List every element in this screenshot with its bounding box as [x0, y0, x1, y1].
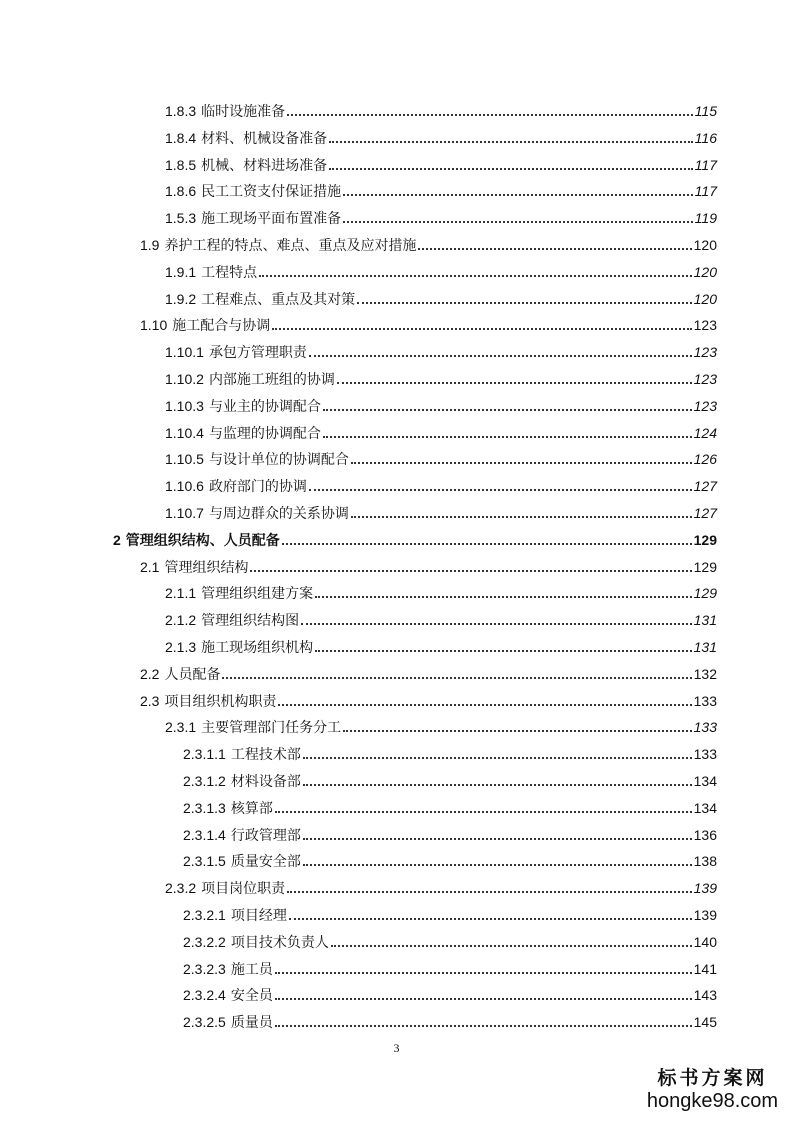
toc-entry[interactable] [183, 929, 717, 951]
toc-entry[interactable] [140, 554, 717, 576]
toc-entry-page: 138 [693, 853, 717, 870]
toc-entry-page: 145 [693, 1014, 717, 1031]
toc-entry-title: 核算部 [230, 799, 273, 816]
toc-entry-title: 与周边群众的关系协调 [208, 505, 349, 521]
toc-dot-leader [351, 516, 692, 518]
toc-dot-leader [331, 945, 692, 947]
toc-entry-page: 131 [693, 639, 717, 655]
toc-entry[interactable] [165, 393, 717, 415]
toc-entry-number: 1.10.5 [165, 451, 204, 468]
toc-entry-page: 123 [693, 371, 717, 387]
toc-entry-number: 1.8.5 [165, 156, 197, 173]
toc-entry-title: 内部施工班组的协调 [208, 371, 335, 387]
toc-entry-page: 134 [693, 799, 717, 816]
toc-entry[interactable] [165, 339, 717, 361]
toc-entry-title: 养护工程的特点、难点、重点及应对措施 [164, 237, 417, 253]
toc-entry-number: 1.8.3 [165, 103, 197, 119]
toc-entry[interactable] [165, 98, 717, 120]
toc-dot-leader [343, 730, 692, 732]
toc-entry-number: 1.10.4 [165, 424, 204, 441]
toc-entry-title: 管理组织结构图 [201, 612, 300, 629]
toc-entry-page: 116 [694, 129, 717, 146]
toc-dot-leader [282, 543, 692, 545]
toc-entry-title: 项目岗位职责 [201, 880, 286, 897]
toc-entry-number: 1.9.1 [165, 263, 197, 280]
toc-entry-page: 123 [693, 344, 717, 361]
toc-entry-title: 管理组织结构 [164, 558, 249, 575]
toc-dot-leader [315, 596, 692, 598]
toc-dot-leader [309, 355, 692, 357]
toc-entry-page: 133 [693, 692, 717, 709]
page-number: 3 [393, 1041, 400, 1055]
toc-entry-number: 1.10 [140, 317, 168, 334]
toc-entry-number: 2.3 [140, 692, 160, 709]
toc-dot-leader [287, 891, 692, 893]
toc-entry-page: 117 [694, 156, 717, 173]
toc-dot-leader [323, 436, 692, 438]
toc-entry-title: 材料、机械设备准备 [201, 129, 328, 146]
toc-entry-number: 2.1 [140, 558, 160, 575]
toc-dot-leader [275, 972, 692, 974]
toc-entry[interactable] [183, 822, 717, 844]
toc-entry[interactable] [140, 232, 717, 254]
toc-dot-leader [343, 194, 693, 196]
toc-dot-leader [303, 757, 692, 759]
toc-entry-number: 2.3.1.2 [183, 773, 226, 789]
toc-entry-number: 1.10.6 [165, 478, 204, 495]
toc-entry-page: 139 [693, 907, 717, 923]
toc-entry-number: 2.3.2.2 [183, 933, 226, 950]
toc-entry[interactable] [165, 714, 717, 736]
toc-dot-leader [303, 838, 692, 840]
toc-entry-number: 1.8.6 [165, 183, 197, 200]
toc-entry[interactable] [165, 580, 717, 602]
toc-entry-page: 143 [693, 987, 717, 1004]
toc-entry-page: 120 [693, 263, 717, 280]
toc-dot-leader [287, 114, 693, 116]
toc-entry[interactable] [140, 661, 717, 683]
toc-entry-page: 133 [693, 746, 717, 763]
watermark-url: hongke98.com [646, 1090, 779, 1112]
toc-entry-number: 1.10.3 [165, 397, 204, 414]
toc-entry[interactable] [183, 956, 717, 978]
toc-entry-number: 2.1.1 [165, 585, 197, 602]
toc-dot-leader [275, 998, 692, 1000]
toc-entry[interactable] [165, 205, 717, 227]
toc-entry-page: 127 [693, 505, 717, 521]
toc-dot-leader [351, 462, 692, 464]
toc-entry-number: 2.3.1.5 [183, 853, 226, 870]
toc-entry-title: 工程难点、重点及其对策 [201, 290, 356, 307]
toc-entry-page: 139 [693, 880, 717, 897]
toc-dot-leader [275, 811, 692, 813]
toc-entry-title: 主要管理部门任务分工 [201, 719, 342, 736]
toc-dot-leader [301, 623, 692, 625]
toc-entry-title: 质量员 [230, 1014, 273, 1031]
toc-dot-leader [250, 570, 691, 572]
toc-dot-leader [418, 248, 691, 250]
toc-entry[interactable] [165, 152, 717, 174]
toc-entry-number: 2 [113, 531, 121, 548]
toc-dot-leader [357, 302, 692, 304]
toc-entry[interactable] [183, 982, 717, 1004]
toc-entry-title: 质量安全部 [230, 853, 301, 870]
toc-entry-page: 141 [693, 960, 717, 977]
toc-entry[interactable] [165, 366, 717, 388]
toc-entry-page: 129 [693, 531, 717, 548]
toc-entry-number: 2.3.2.3 [183, 960, 226, 977]
toc-entry-number: 2.3.2.5 [183, 1014, 226, 1031]
toc-entry-page: 140 [693, 933, 717, 950]
toc-entry-page: 133 [693, 719, 717, 736]
toc-dot-leader [303, 864, 692, 866]
toc-entry[interactable] [165, 634, 717, 656]
toc-entry-title: 政府部门的协调 [208, 478, 307, 495]
toc-dot-leader [259, 275, 692, 277]
toc-entry[interactable] [183, 795, 717, 817]
toc-entry-title: 施工现场组织机构 [201, 639, 314, 655]
toc-entry[interactable] [165, 875, 717, 897]
toc-entry-page: 126 [693, 451, 717, 468]
toc-dot-leader [278, 704, 691, 706]
toc-entry-number: 1.9.2 [165, 290, 197, 307]
watermark [640, 1066, 785, 1112]
toc-entry-title: 民工工资支付保证措施 [201, 183, 342, 200]
toc-entry-number: 2.2 [140, 665, 160, 682]
toc-entry-page: 119 [694, 210, 717, 227]
toc-entry[interactable] [165, 178, 717, 200]
toc-entry-number: 2.3.1.4 [183, 826, 226, 843]
toc-entry-number: 1.10.7 [165, 505, 204, 521]
toc-entry-number: 1.10.1 [165, 344, 204, 361]
toc-entry-page: 123 [693, 317, 717, 334]
toc-entry-number: 2.1.2 [165, 612, 197, 629]
toc-entry-title: 施工配合与协调 [172, 317, 271, 334]
toc-entry-number: 2.3.1.1 [183, 746, 226, 763]
toc-dot-leader [329, 141, 693, 143]
toc-dot-leader [272, 328, 691, 330]
toc-entry-page: 129 [693, 585, 717, 602]
toc-entry-title: 承包方管理职责 [208, 344, 307, 361]
toc-entry-title: 管理组织组建方案 [201, 585, 314, 602]
toc-entry-page: 120 [693, 237, 717, 253]
toc-entry-title: 材料设备部 [230, 773, 301, 789]
toc-entry-number: 2.3.2 [165, 880, 197, 897]
toc-dot-leader [337, 382, 692, 384]
toc-dot-leader [323, 409, 692, 411]
toc-entry-page: 134 [693, 773, 717, 789]
watermark-chinese: 标书方案网 [657, 1067, 768, 1089]
toc-entry[interactable] [183, 1009, 717, 1031]
toc-dot-leader [303, 784, 692, 786]
toc-entry-number: 1.8.4 [165, 129, 197, 146]
toc-entry[interactable] [113, 527, 717, 549]
toc-entry[interactable] [140, 688, 717, 710]
toc-dot-leader [275, 1025, 692, 1027]
toc-entry[interactable] [183, 768, 717, 790]
toc-dot-leader [309, 489, 692, 491]
toc-entry-page: 115 [694, 103, 717, 119]
toc-entry-title: 行政管理部 [230, 826, 301, 843]
toc-entry-page: 129 [693, 558, 717, 575]
toc-entry[interactable] [165, 286, 717, 308]
toc-entry-number: 2.3.2.4 [183, 987, 226, 1004]
toc-entry-title: 机械、材料进场准备 [201, 156, 328, 173]
toc-entry-page: 127 [693, 478, 717, 495]
toc-entry[interactable] [140, 312, 717, 334]
toc-entry-title: 项目技术负责人 [230, 933, 329, 950]
toc-entry-number: 2.3.1.3 [183, 799, 226, 816]
toc-entry-number: 1.5.3 [165, 210, 197, 227]
toc-dot-leader [315, 650, 692, 652]
toc-entry-page: 132 [693, 665, 717, 682]
toc-entry-title: 管理组织结构、人员配备 [125, 531, 280, 548]
toc-entry-number: 1.10.2 [165, 371, 204, 387]
toc-entry-title: 与业主的协调配合 [208, 397, 321, 414]
toc-entry-page: 124 [693, 424, 717, 441]
toc-entry[interactable] [165, 125, 717, 147]
toc-entry[interactable] [165, 420, 717, 442]
toc-entry[interactable] [165, 473, 717, 495]
toc-entry-number: 2.1.3 [165, 639, 197, 655]
toc-entry-title: 安全员 [230, 987, 273, 1004]
toc-entry-title: 项目经理 [230, 907, 287, 923]
toc-entry-title: 工程特点 [201, 263, 258, 280]
toc-dot-leader [329, 168, 693, 170]
toc-entry-title: 工程技术部 [230, 746, 301, 763]
toc-entry-number: 2.3.2.1 [183, 907, 226, 923]
toc-dot-leader [343, 221, 693, 223]
toc-entry-page: 123 [693, 397, 717, 414]
toc-entry-page: 117 [694, 183, 717, 200]
toc-entry-title: 人员配备 [164, 665, 221, 682]
toc-entry-page: 131 [693, 612, 717, 629]
toc-entry[interactable] [165, 607, 717, 629]
toc-entry[interactable] [183, 902, 717, 924]
toc-entry-title: 临时设施准备 [201, 103, 286, 119]
toc-entry-page: 136 [693, 826, 717, 843]
toc-entry-title: 施工现场平面布置准备 [201, 210, 342, 227]
toc-dot-leader [222, 677, 691, 679]
toc-entry-page: 120 [693, 290, 717, 307]
toc-entry-number: 1.9 [140, 237, 160, 253]
toc-entry-title: 项目组织机构职责 [164, 692, 277, 709]
toc-entry[interactable] [165, 259, 717, 281]
toc-entry[interactable] [165, 446, 717, 468]
toc-entry-title: 与监理的协调配合 [208, 424, 321, 441]
toc-entry-title: 施工员 [230, 960, 273, 977]
toc-entry-number: 2.3.1 [165, 719, 197, 736]
toc-dot-leader [289, 918, 692, 920]
toc-entry-title: 与设计单位的协调配合 [208, 451, 349, 468]
toc-entry[interactable] [183, 741, 717, 763]
toc-entry[interactable] [165, 500, 717, 522]
toc-entry[interactable] [183, 848, 717, 870]
